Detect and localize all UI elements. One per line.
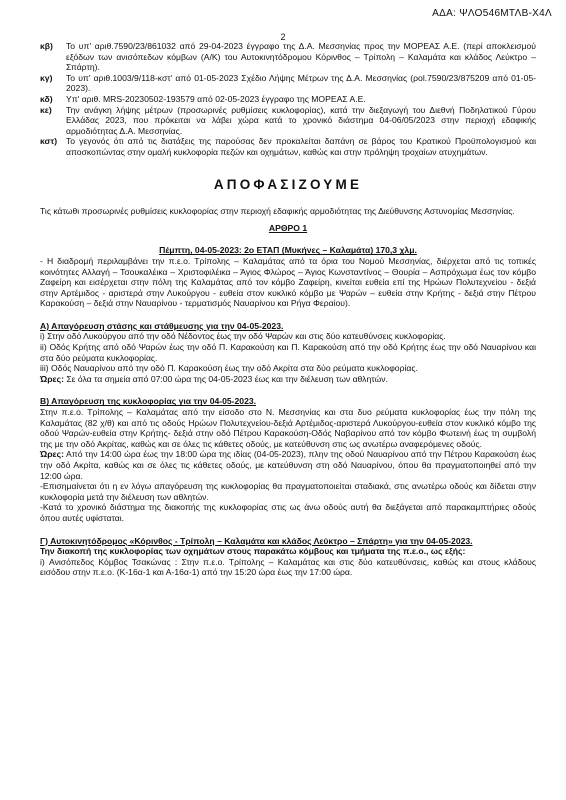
consideration-label: κδ) bbox=[40, 93, 53, 104]
consideration-text: Το υπ' αριθ.1003/9/118-κστ' από 01-05-2023 Σχέδιο Λήψης Μέτρων της Δ.Α. Μεσσηνίας (ρol.7590/23/875209 από 01-05-2023). bbox=[66, 72, 536, 94]
section-a-line: ii) Οδός Κρήτης από οδό Ψαρών έως την οδό Π. Καρακούση και Π. Καρακούση από την οδό Κρήτης έως την οδό Ναυαρίνου και στα δύο ρεύματα κυκλοφορίας. bbox=[40, 342, 536, 363]
consideration-item bbox=[40, 94, 536, 105]
hours-text: Από την 14:00 ώρα έως την 18:00 ώρα της ιδίας (04-05-2023), πλην της οδού Ναυαρίνου από την Πέτρου Καρακούση έως την οδό Ακρίτα, καθώς και σε όλες τις κάθετες οδούς, με κατεύθυνση στη οδό Ναυαρίνου, όπου θα πραγματοποιηθεί από την 12:00 ώρα. bbox=[40, 449, 536, 481]
consideration-item bbox=[40, 41, 536, 73]
consideration-item bbox=[40, 73, 536, 94]
consideration-label: κγ) bbox=[40, 72, 53, 83]
section-b-title: Β) Απαγόρευση της κυκλοφορίας για την 04-05-2023. bbox=[40, 396, 257, 407]
page-number: 2 bbox=[280, 32, 286, 42]
hours-label: Ώρες: bbox=[40, 373, 64, 384]
consideration-item bbox=[40, 105, 536, 137]
consideration-label: κε) bbox=[40, 104, 52, 115]
section-b-paragraph: -Κατά το χρονικό διάστημα της διακοπής της κυκλοφορίας στις ως άνω οδούς αυτή θα διεξάγεται από παρακαμπτήριες οδούς όπου αυτές υφίσταται. bbox=[40, 502, 536, 523]
hours-label: Ώρες: bbox=[40, 449, 64, 460]
section-a-line: i) Στην οδό Λυκούργου από την οδό Νέδοντος έως την οδό Ψαρών και στις δύο κατευθύνσεις κυκλοφορίας. bbox=[40, 331, 446, 342]
article-heading: ΑΡΘΡΟ 1 bbox=[268, 222, 308, 233]
decision-title: ΑΠΟΦΑΣΙΖΟΥΜΕ bbox=[213, 176, 363, 192]
section-a-title: Α) Απαγόρευση στάσης και στάθμευσης για την 04-05-2023. bbox=[40, 320, 284, 331]
section-c-subtitle: Την διακοπή της κυκλοφορίας των οχημάτων στους παρακάτω κόμβους και τμήματα της π.ε.ο., ως εξής: bbox=[40, 546, 466, 557]
consideration-text: Το γεγονός ότι από τις διατάξεις της παρούσας δεν προκαλείται δαπάνη σε βάρος του Κρατικού Προϋπολογισμού και αποσκοπώντας στην ομαλή κυκλοφορία πεζών και οχημάτων, καθώς και στην πρόληψη τροχαίων ατυχημάτων. bbox=[66, 136, 536, 157]
section-b-hours bbox=[40, 449, 536, 481]
section-a-hours bbox=[40, 374, 536, 385]
document-ada-code: ΑΔΑ: ΨΛΟ546ΜΤΛΒ-Χ4Λ bbox=[432, 8, 552, 19]
stage-title: Πέμπτη, 04-05-2023: 2ο ΕΤΑΠ (Μυκήνες – Καλαμάτα) 170,3 χλμ. bbox=[159, 245, 417, 256]
section-c-line: i) Ανισόπεδος Κόμβος Τσακώνας : Στην π.ε.ο. Τρίπολης – Καλαμάτας και στις δύο κατευθύνσεις, καθώς και στους κλάδους εισόδου στην π.ε.ο. (Κ-16α-1 και Α-16α-1) από την 15:20 ώρα έως την 17:00 ώρα. bbox=[40, 556, 536, 578]
consideration-label: κβ) bbox=[40, 41, 53, 51]
consideration-text: Την ανάγκη λήψης μέτρων (προσωρινές ρυθμίσεις κυκλοφορίας), κατά την διεξαγωγή του Διεθνή Ποδηλατικού Γύρου Ελλάδας 2023, που πρόκειται να λάβει χώρα κατά το χρονικό διάστημα 04-06/05/2023 στην περιοχή εδαφικής αρμοδιότητας Δ.Α. Μεσσηνίας. bbox=[66, 104, 536, 136]
decision-intro: Τις κάτωθι προσωρινές ρυθμίσεις κυκλοφορίας στην περιοχή εδαφικής αρμοδιότητας της Διεύθυνσης Αστυνομίας Μεσσηνίας. bbox=[40, 206, 515, 217]
route-description: - Η διαδρομή περιλαμβάνει την π.ε.ο. Τρίπολης – Καλαμάτας από τα όρια του Νομού Μεσσηνίας, διέρχεται από τις τοπικές κοινότητες Αλλαγή – Τσουκαλέικα – Χριστοφιλέικα – Άγιος Φλώρος – Άγιος Κωνσταντίνος – Θουρία – Ασπρόχωμα έως τον κόμβο Ζαφείρη και εισέρχεται στην πόλη της Καλαμάτας από τον κόμβο Ζαφείρη, κινείται ευθεία επί της Ηρώων Πολυτεχνείου - δεξιά στην Αρτέμιδος - αριστερά στην Λυκούργου - ευθεία στον κυκλικό κόμβο με Ψαρών – ευθεία στην Κρήτης - δεξιά στην Πέτρου Καρακούση – δεξιά στην Ναυαρίνου - τερματισμός Ναυαρίνου και Ρήγα Φεραίου). bbox=[40, 255, 536, 309]
section-c-title: Γ) Αυτοκινητόδρομος «Κόρινθος - Τρίπολη – Καλαμάτα και κλάδος Λεύκτρο – Σπάρτη» για την 04-05-2023. bbox=[40, 535, 473, 546]
section-b-paragraph: Στην π.ε.ο. Τρίπολης – Καλαμάτας από την είσοδο στο Ν. Μεσσηνίας και στα δυο ρεύματα κυκλοφορίας έως την πόλη της Καλαμάτας (82 χ/θ) και από τις οδούς Ηρώων Πολυτεχνείου-δεξιά Αρτέμιδος-αριστερά Λυκούργου-ευθεία στον κυκλικό κόμβο της οδού Ψαρών-ευθεία στην Κρήτης- δεξιά στην οδό Πέτρου Καρακούση-Οδός Ναβαρίνου από τον κόμβο Φωτεινή έως τη συμβολή της με την οδό Ακρίτας, καθώς και σε όλες τις κάθετες οδούς, με κατεύθυνση στις ως ανωτέρω αναφερόμενες οδούς. bbox=[40, 407, 536, 449]
section-a-line: iii) Οδός Ναυαρίνου από την οδό Π. Καρακούση έως την οδό Ακρίτα στα δύο ρεύματα κυκλοφορίας. bbox=[40, 363, 418, 374]
consideration-label: κστ) bbox=[40, 136, 58, 147]
hours-text: Σε όλα τα σημεία από 07:00 ώρα της 04-05-2023 έως και την διέλευση των αθλητών. bbox=[63, 373, 388, 384]
consideration-item bbox=[40, 136, 536, 157]
section-b-paragraph: -Επισημαίνεται ότι η εν λόγω απαγόρευση της κυκλοφορίας θα πραγματοποιείται σταδιακά, στις ανωτέρω οδούς και δίδεται στην κυκλοφορία μετά την διέλευση των αθλητών. bbox=[40, 481, 536, 502]
document-body bbox=[40, 41, 536, 578]
consideration-text: Υπ' αριθ. MRS-20230502-193579 από 02-05-2023 έγγραφο της ΜΟΡΕΑΣ Α.Ε. bbox=[66, 93, 366, 104]
consideration-text: Το υπ' αριθ.7590/23/861032 από 29-04-2023 έγγραφο της Δ.Α. Μεσσηνίας προς την ΜΟΡΕΑΣ Α.Ε. (περί αποκλεισμού εξόδων των ανισόπεδων κόμβων (Α/Κ) του Αυτοκινητόδρομου Κόρινθος – Τρίπολη – Καλαμάτα και κλάδος Λεύκτρο – Σπάρτη). bbox=[66, 41, 536, 73]
